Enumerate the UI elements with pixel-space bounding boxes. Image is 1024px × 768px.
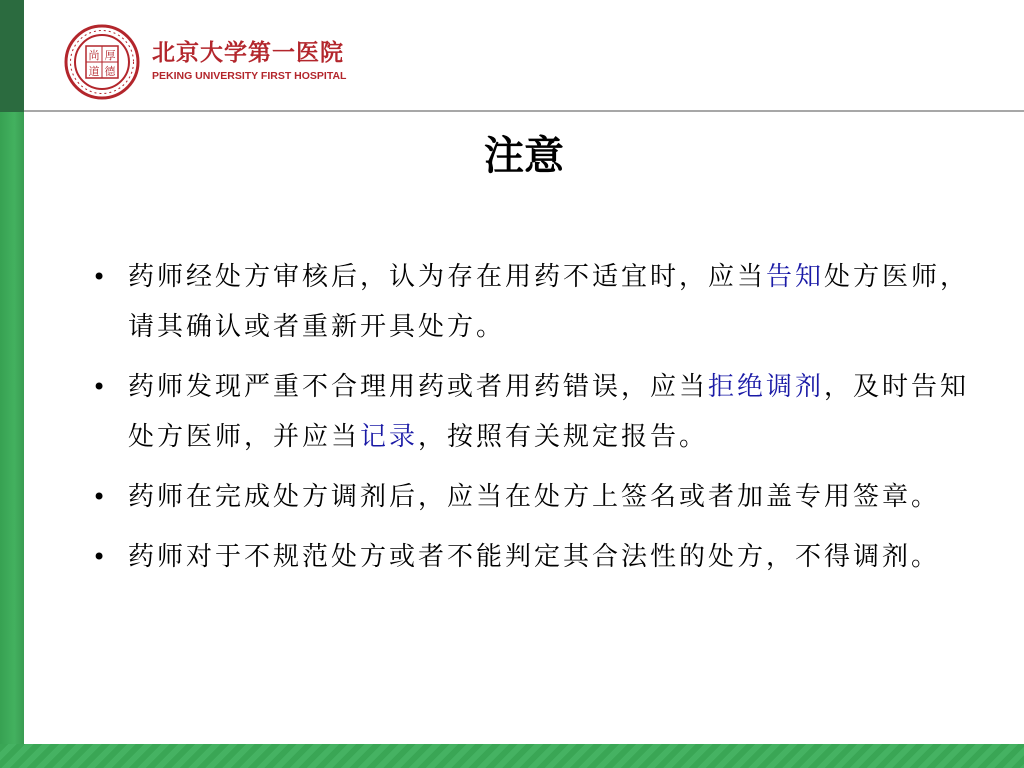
bullet-item — [92, 472, 992, 522]
bullet-icon: • — [92, 263, 110, 291]
left-frame-green — [0, 112, 24, 744]
bullet-text: 药师发现严重不合理用药或者用药错误，应当 — [128, 372, 709, 402]
bullet-text: 药师在完成处方调剂后，应当在处方上签名或者加盖专用签章。 — [128, 482, 941, 512]
logo-chinese-name: 北京大学第一医院 — [152, 39, 344, 66]
seal-char: 厚 — [104, 49, 116, 62]
bullet-text: 药师对于不规范处方或者不能判定其合法性的处方，不得调剂。 — [128, 542, 941, 572]
bullet-text: ，及时告知处方医师，并应当 — [128, 372, 970, 452]
seal-char: 德 — [104, 65, 116, 78]
bullet-icon: • — [92, 373, 110, 401]
bullet-item — [92, 252, 992, 352]
highlight-text: 记录 — [360, 422, 419, 452]
slide-title: 注意 — [484, 133, 564, 179]
bullet-icon: • — [92, 543, 110, 571]
header-divider — [24, 110, 1024, 112]
seal-char: 道 — [88, 65, 100, 78]
bullet-text: 药师经处方审核后，认为存在用药不适宜时，应当 — [128, 262, 767, 292]
hospital-logo — [64, 24, 364, 100]
slide — [24, 0, 1024, 744]
bottom-frame-green — [0, 744, 1024, 768]
bullet-item — [92, 362, 992, 462]
highlight-text: 告知 — [766, 262, 825, 292]
highlight-text: 拒绝调剂 — [708, 372, 825, 402]
bullet-list — [92, 252, 992, 592]
logo-english-name: PEKING UNIVERSITY FIRST HOSPITAL — [152, 70, 347, 82]
left-frame-dark — [0, 0, 24, 112]
seal-char: 尚 — [88, 49, 100, 62]
bullet-item — [92, 532, 992, 582]
bullet-text: 处方医师，请其确认或者重新开具处方。 — [128, 262, 970, 342]
bullet-text: ，按照有关规定报告。 — [418, 422, 709, 452]
seal-icon — [64, 24, 140, 100]
bullet-icon: • — [92, 483, 110, 511]
